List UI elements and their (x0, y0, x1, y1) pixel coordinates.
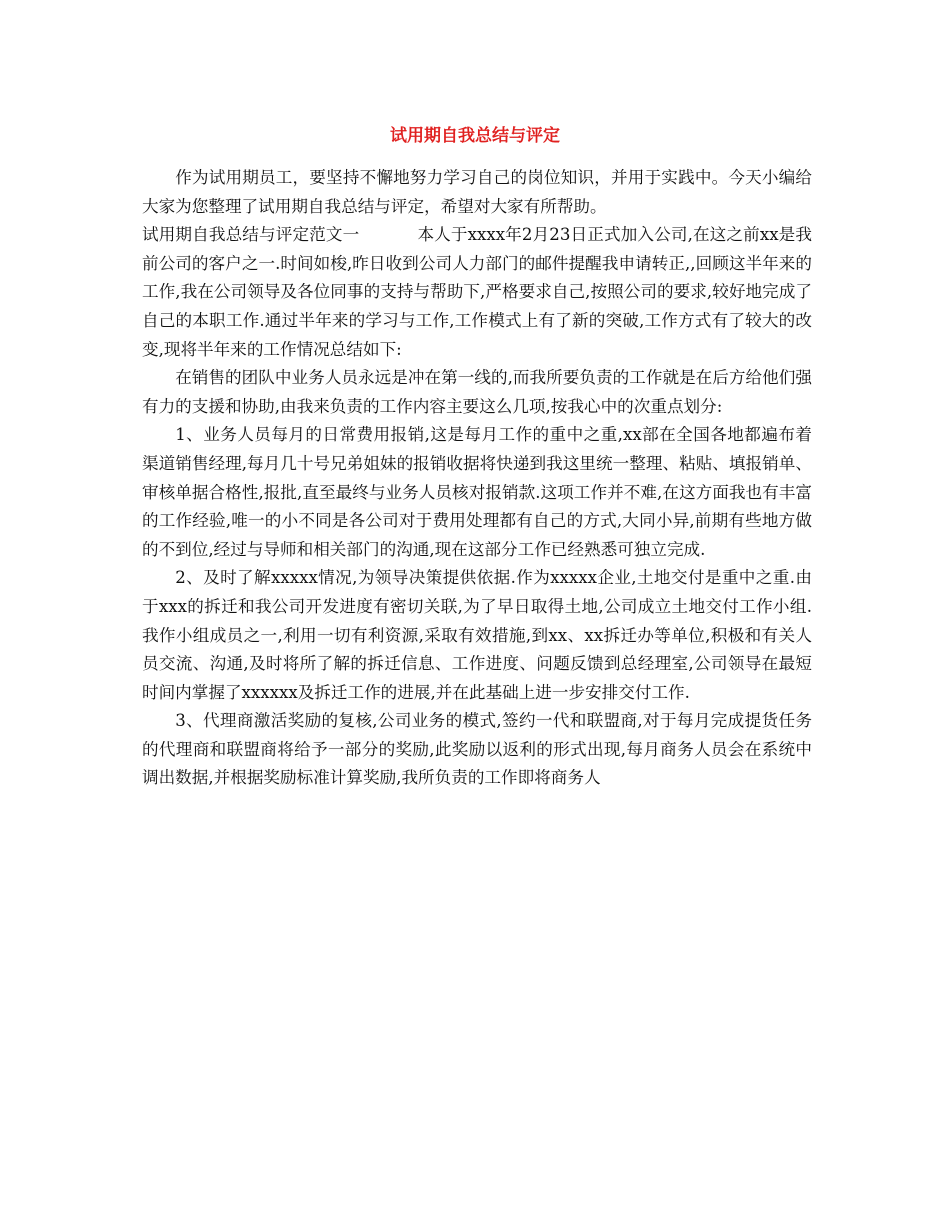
sample-paragraph (142, 221, 812, 364)
list-item-2: 2、及时了解xxxxx情况,为领导决策提供依据.作为xxxxx企业,土地交付是重中之重.由于xxx的拆迁和我公司开发进度有密切关联,为了早日取得土地,公司成立土地交付工作小组.我作小组成员之一,利用一切有利资源,采取有效措施,到xx、xx拆迁办等单位,积极和有关人员交流、沟通,及时将所了解的拆迁信息、工作进度、问题反馈到总经理室,公司领导在最短时间内掌握了xxxxxx及拆迁工作的进展,并在此基础上进一步安排交付工作. (142, 568, 812, 702)
list-item-3: 3、代理商激活奖励的复核,公司业务的模式,签约一代和联盟商,对于每月完成提货任务的代理商和联盟商将给予一部分的奖励,此奖励以返利的形式出现,每月商务人员会在系统中调出数据,并根据奖励标准计算奖励,我所负责的工作即将商务人 (142, 711, 812, 788)
intro-paragraph: 作为试用期员工，要坚持不懈地努力学习自己的岗位知识，并用于实践中。今天小编给大家为您整理了试用期自我总结与评定，希望对大家有所帮助。 (142, 168, 812, 216)
document-body (142, 164, 812, 793)
list-item-1: 1、业务人员每月的日常费用报销,这是每月工作的重中之重,xx部在全国各地都遍布着渠道销售经理,每月几十号兄弟姐妹的报销收据将快递到我这里统一整理、粘贴、填报销单、审核单据合格性,报批,直至最终与业务人员核对报销款.这项工作并不难,在这方面我也有丰富的工作经验,唯一的小不同是各公司对于费用处理都有自己的方式,大同小异,前期有些地方做的不到位,经过与导师和相关部门的沟通,现在这部分工作已经熟悉可独立完成. (142, 425, 812, 559)
document-title: 试用期自我总结与评定 (390, 126, 560, 146)
sample-heading: 试用期自我总结与评定范文一 (142, 225, 360, 245)
sample-first-text: 本人于xxxx年2月23日正式加入公司,在这之前xx是我前公司的客户之一.时间如梭,昨日收到公司人力部门的邮件提醒我申请转正,,回顾这半年来的工作,我在公司领导及各位同事的支持与帮助下,严格要求自己,按照公司的要求,较好地完成了自己的本职工作.通过半年来的学习与工作,工作模式上有了新的突破,工作方式有了较大的改变,现将半年来的工作情况总结如下: (142, 225, 812, 359)
sales-team-paragraph: 在销售的团队中业务人员永远是冲在第一线的,而我所要负责的工作就是在后方给他们强有力的支援和协助,由我来负责的工作内容主要这么几项,按我心中的次重点划分: (142, 368, 812, 416)
